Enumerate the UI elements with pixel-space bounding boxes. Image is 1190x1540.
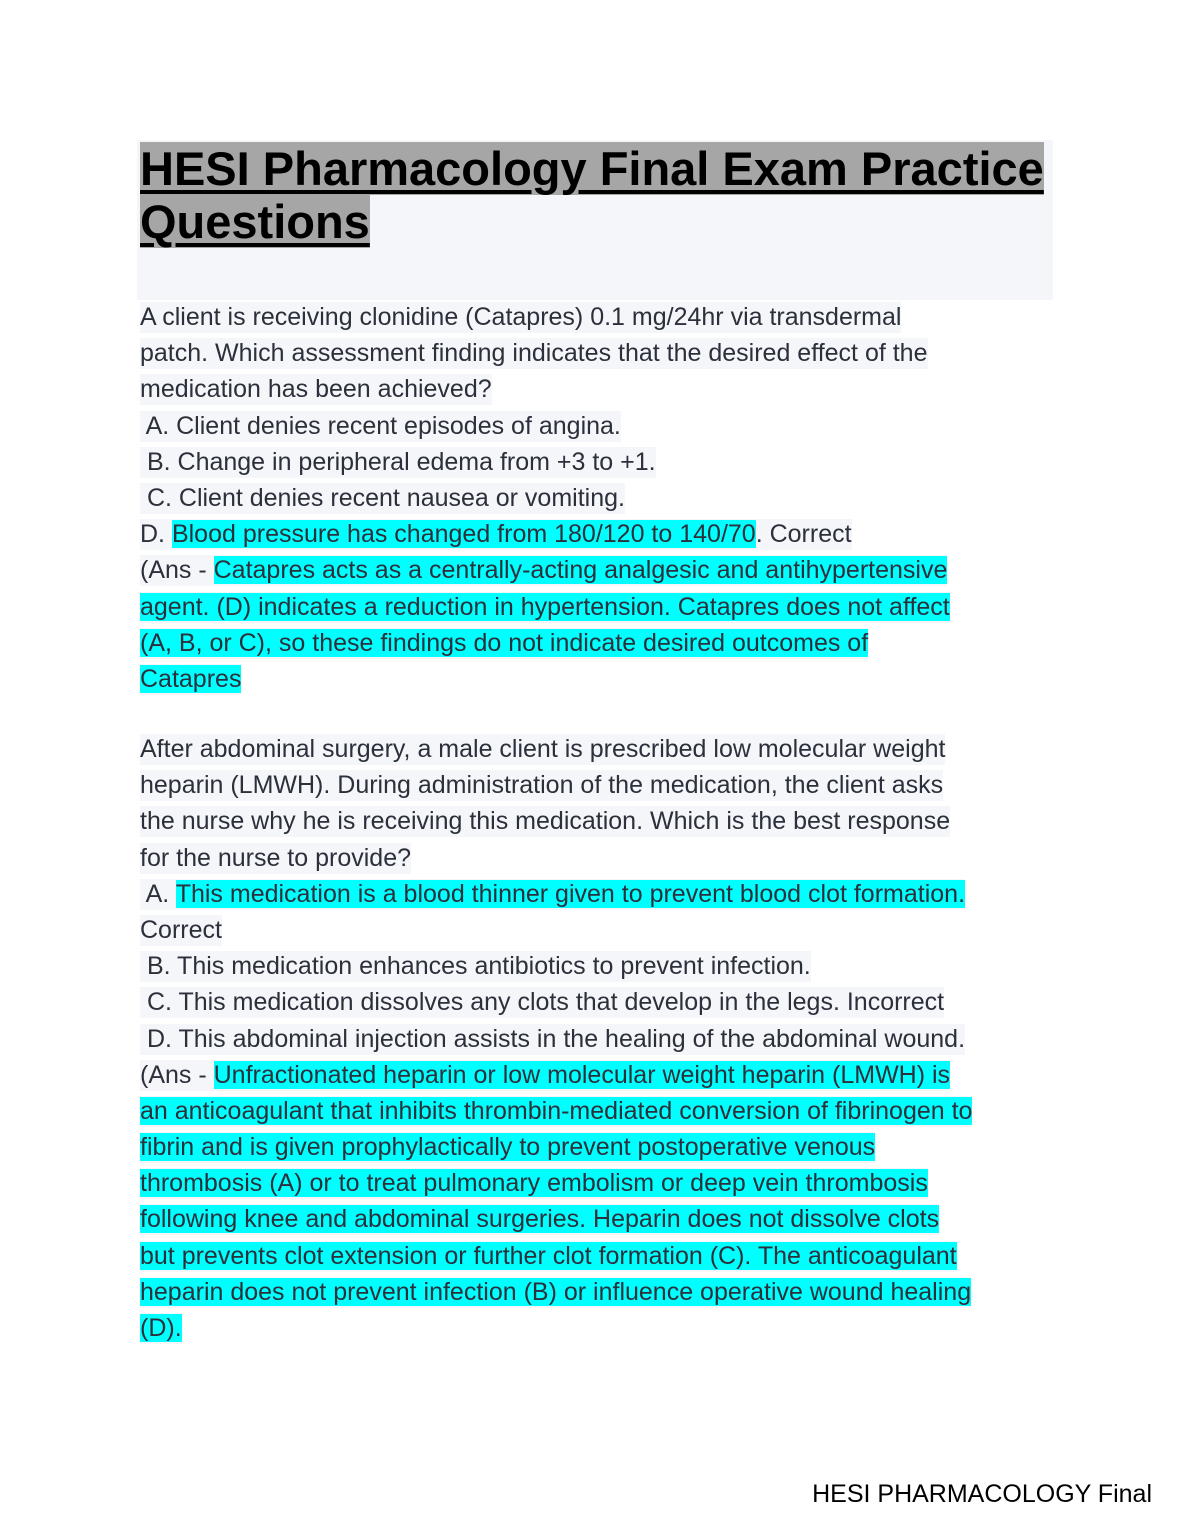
line-content (140, 1168, 928, 1199)
text-segment: A. (140, 879, 176, 908)
line-content (140, 734, 945, 765)
line-content (140, 1277, 971, 1308)
text-line (140, 1201, 1060, 1237)
title-line: HESI Pharmacology Final Exam Practice (140, 142, 1044, 195)
text-segment: patch. Which assessment finding indicates that the desired effect of the (140, 339, 928, 368)
text-line (140, 1093, 1060, 1129)
text-line (140, 1057, 1060, 1093)
line-content (140, 770, 943, 801)
text-line (140, 1310, 1060, 1346)
line-content (140, 951, 811, 982)
line-content (140, 338, 928, 369)
line-content (140, 664, 241, 695)
text-line (140, 876, 1060, 912)
highlighted-text: but prevents clot extension or further clot formation (C). The anticoagulant (140, 1241, 957, 1270)
highlighted-text: Catapres acts as a centrally-acting analgesic and antihypertensive (213, 556, 948, 585)
text-segment: C. Client denies recent nausea or vomiting. (140, 483, 625, 512)
text-line (140, 912, 1060, 948)
line-content (140, 843, 411, 874)
text-line (140, 984, 1060, 1020)
line-content (140, 987, 944, 1018)
line-content (140, 411, 621, 442)
highlighted-text: thrombosis (A) or to treat pulmonary embolism or deep vein thrombosis (140, 1169, 928, 1198)
question-1 (140, 299, 1060, 697)
text-line (140, 803, 1060, 839)
text-segment: A. Client denies recent episodes of angina. (140, 411, 621, 440)
page-title (140, 142, 1050, 248)
text-line (140, 948, 1060, 984)
line-content (140, 628, 868, 659)
line-content (140, 1204, 939, 1235)
page-footer: HESI PHARMACOLOGY Final (812, 1480, 1152, 1508)
highlighted-text: an anticoagulant that inhibits thrombin-mediated conversion of fibrinogen to (140, 1096, 973, 1125)
highlighted-text: (A, B, or C), so these findings do not indicate desired outcomes of (140, 628, 869, 657)
question-2 (140, 731, 1060, 1346)
text-line (140, 589, 1060, 625)
text-segment: the nurse why he is receiving this medication. Which is the best response (140, 807, 951, 836)
text-line (140, 371, 1060, 407)
line-content (140, 374, 492, 405)
highlighted-text: Catapres (140, 664, 242, 693)
title-line: Questions (140, 195, 370, 248)
line-content (140, 915, 222, 946)
line-content (140, 483, 625, 514)
text-line (140, 444, 1060, 480)
text-segment: D. This abdominal injection assists in the healing of the abdominal wound. (140, 1024, 966, 1053)
text-segment: . Correct (755, 520, 852, 549)
line-content (140, 1024, 965, 1055)
line-content (140, 1060, 950, 1091)
text-line (140, 1021, 1060, 1057)
highlighted-text: fibrin and is given prophylactically to prevent postoperative venous (140, 1133, 876, 1162)
text-line (140, 408, 1060, 444)
text-line (140, 1129, 1060, 1165)
text-line (140, 1238, 1060, 1274)
text-segment: Correct (140, 915, 222, 944)
text-segment: (Ans - (140, 556, 214, 585)
text-line (140, 480, 1060, 516)
line-content (140, 555, 947, 586)
line-content (140, 519, 852, 550)
text-segment: heparin (LMWH). During administration of the medication, the client asks (140, 771, 944, 800)
text-line (140, 552, 1060, 588)
line-content (140, 592, 950, 623)
highlighted-text: This medication is a blood thinner given to prevent blood clot formation. (175, 879, 966, 908)
text-line (140, 625, 1060, 661)
line-content (140, 1313, 182, 1344)
text-line (140, 335, 1060, 371)
text-segment: D. (140, 520, 172, 549)
line-content (140, 806, 950, 837)
text-line (140, 1165, 1060, 1201)
text-segment: (Ans - (140, 1060, 214, 1089)
text-line (140, 516, 1060, 552)
line-content (140, 879, 965, 910)
line-content (140, 1241, 957, 1272)
text-line (140, 840, 1060, 876)
text-segment: B. Change in peripheral edema from +3 to +1. (140, 447, 656, 476)
text-segment: medication has been achieved? (140, 375, 492, 404)
highlighted-text: Blood pressure has changed from 180/120 to 140/70 (171, 520, 756, 549)
highlighted-text: heparin does not prevent infection (B) or influence operative wound healing (140, 1277, 972, 1306)
highlighted-text: Unfractionated heparin or low molecular weight heparin (LMWH) is (213, 1060, 951, 1089)
text-line (140, 767, 1060, 803)
text-line (140, 1274, 1060, 1310)
highlighted-text: following knee and abdominal surgeries. Heparin does not dissolve clots (140, 1205, 940, 1234)
line-content (140, 447, 656, 478)
highlighted-text: (D). (140, 1314, 182, 1342)
text-line (140, 299, 1060, 335)
line-content (140, 1096, 972, 1127)
text-segment: C. This medication dissolves any clots that develop in the legs. Incorrect (140, 988, 945, 1017)
highlighted-text: agent. (D) indicates a reduction in hypertension. Catapres does not affect (140, 592, 950, 621)
text-segment: After abdominal surgery, a male client is prescribed low molecular weight (140, 735, 946, 763)
text-line (140, 661, 1060, 697)
line-content (140, 1132, 875, 1163)
line-content (140, 302, 901, 333)
text-segment: A client is receiving clonidine (Catapres) 0.1 mg/24hr via transdermal (140, 303, 902, 331)
text-segment: B. This medication enhances antibiotics to prevent infection. (140, 952, 811, 981)
text-line (140, 731, 1060, 767)
text-segment: for the nurse to provide? (140, 843, 411, 872)
